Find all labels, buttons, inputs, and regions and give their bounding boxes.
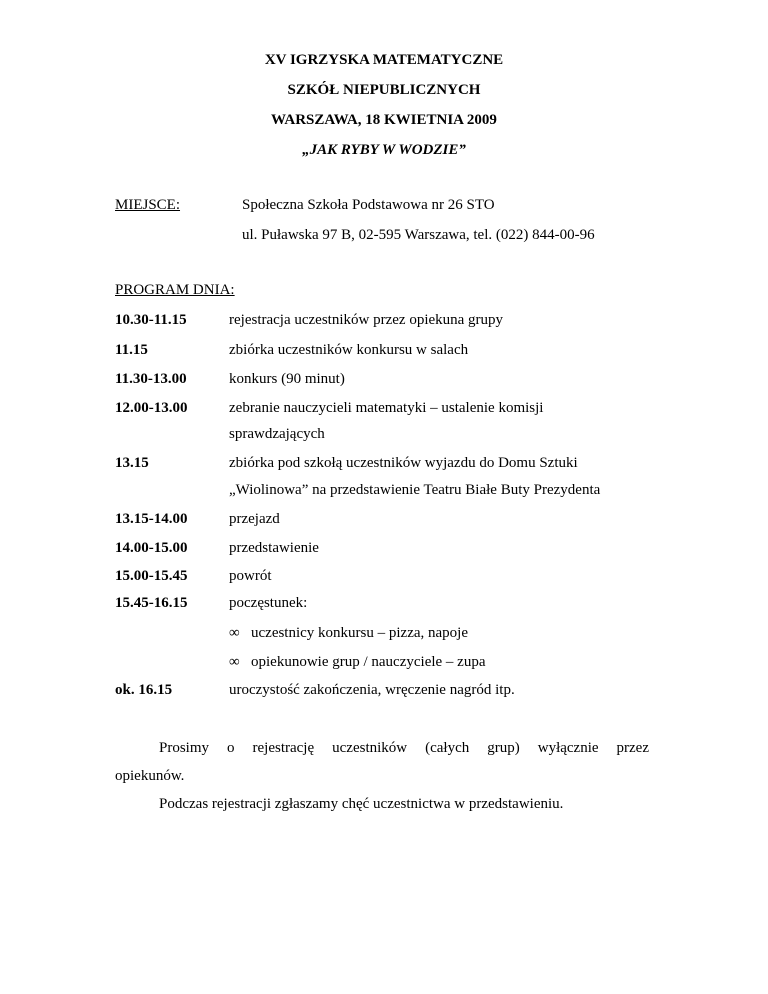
location-label: MIEJSCE:: [115, 197, 181, 213]
note-paragraph-1: Prosimy o rejestrację uczestników (całych grup) wyłącznie przez: [159, 740, 649, 756]
program-time: ok. 16.15: [115, 682, 173, 698]
title-line-1: XV IGRZYSKA MATEMATYCZNE: [264, 52, 504, 68]
program-desc: przedstawienie: [229, 540, 319, 556]
title-line-4: „JAK RYBY W WODZIE”: [302, 142, 466, 158]
infinity-bullet-icon: ∞: [229, 625, 240, 641]
program-desc: zbiórka pod szkołą uczestników wyjazdu do Domu Sztuki: [229, 455, 578, 471]
bullet-text: opiekunowie grup / nauczyciele – zupa: [251, 654, 486, 670]
location-name: Społeczna Szkoła Podstawowa nr 26 STO: [242, 197, 495, 213]
program-time: 10.30-11.15: [115, 312, 187, 328]
title-line-2: SZKÓŁ NIEPUBLICZNYCH: [287, 82, 481, 98]
program-desc: konkurs (90 minut): [229, 371, 345, 387]
program-time: 12.00-13.00: [115, 400, 188, 416]
program-desc: przejazd: [229, 511, 280, 527]
program-time: 15.45-16.15: [115, 595, 188, 611]
program-time: 14.00-15.00: [115, 540, 188, 556]
program-time: 11.30-13.00: [115, 371, 187, 387]
note-paragraph-1-continued: opiekunów.: [115, 768, 185, 784]
title-line-3: WARSZAWA, 18 KWIETNIA 2009: [271, 112, 497, 128]
location-address: ul. Puławska 97 B, 02-595 Warszawa, tel. (022) 844-00-96: [242, 227, 595, 243]
program-desc: zbiórka uczestników konkursu w salach: [229, 342, 469, 358]
note-paragraph-2: Podczas rejestracji zgłaszamy chęć uczestnictwa w przedstawieniu.: [159, 796, 564, 812]
program-time: 15.00-15.45: [115, 568, 188, 584]
bullet-text: uczestnicy konkursu – pizza, napoje: [251, 625, 469, 641]
program-desc-continued: „Wiolinowa” na przedstawienie Teatru Białe Buty Prezydenta: [229, 482, 601, 498]
program-desc: zebranie nauczycieli matematyki – ustalenie komisji: [229, 400, 544, 416]
bullet-item: [229, 623, 468, 643]
program-desc: rejestracja uczestników przez opiekuna grupy: [229, 312, 504, 328]
program-time: 13.15-14.00: [115, 511, 188, 527]
bullet-item: [229, 652, 486, 672]
program-time: 11.15: [115, 342, 148, 358]
program-desc: uroczystość zakończenia, wręczenie nagród itp.: [229, 682, 515, 698]
program-desc-continued: sprawdzających: [229, 426, 325, 442]
infinity-bullet-icon: ∞: [229, 654, 240, 670]
program-desc: powrót: [229, 568, 272, 584]
program-time: 13.15: [115, 455, 149, 471]
program-heading: PROGRAM DNIA:: [115, 282, 235, 298]
program-desc: poczęstunek:: [229, 595, 308, 611]
